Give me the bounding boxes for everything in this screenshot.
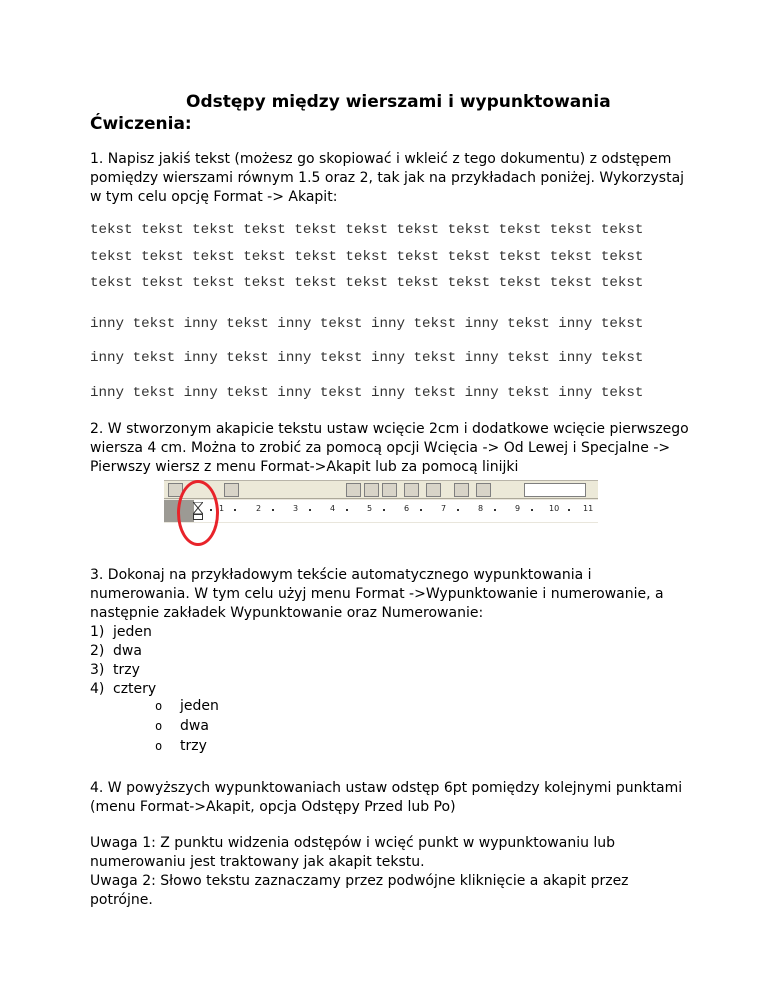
toolbar-icon [476,483,491,497]
ruler-mark: 7 [441,504,447,513]
ruler-tick [494,509,496,511]
list-number: 1) [90,624,105,640]
list-item-text: jeden [180,698,219,714]
toolbar-icon [224,483,239,497]
list-item-text: trzy [113,662,140,678]
ruler-mark: 2 [256,504,262,513]
ruler-mark: 10 [549,504,560,513]
task-1-text: 1. Napisz jakiś tekst (możesz go skopiować i wkleić z tego dokumentu) z odstępem pomiędzy wierszami równym 1.5 oraz 2, tak jak na przykładach poniżej. Wykorzystaj w tym celu opcję Format -> Akapit: [90,151,685,205]
ruler-mark: 6 [404,504,410,513]
document-title: Odstępy między wierszami i wypunktowania [186,92,611,112]
note-1-text: Uwaga 1: Z punktu widzenia odstępów i wcięć punkt w wypunktowaniu lub numerowaniu jest traktowany jak akapit tekstu. [90,835,616,870]
list-item-text: dwa [180,718,209,734]
task-4-text: 4. W powyższych wypunktowaniach ustaw odstęp 6pt pomiędzy kolejnymi punktami (menu Format->Akapit, opcja Odstępy Przed lub Po) [90,780,683,815]
list-item-text: trzy [180,738,207,754]
toolbar-icon [404,483,419,497]
exercises-heading: Ćwiczenia: [90,114,192,134]
task-2-text: 2. W stworzonym akapicie tekstu ustaw wcięcie 2cm i dodatkowe wcięcie pierwszego wiersza 4 cm. Można to zrobić za pomocą opcji Wcięcia -> Od Lewej i Specjalne -> Pierwszy wiersz z menu Format->Akapit lub za pomocą linijki [90,421,689,475]
ruler-tick [383,509,385,511]
ruler-tick [457,509,459,511]
bullet-icon: o [155,719,163,733]
list-item-text: cztery [113,681,157,697]
ruler-tick [272,509,274,511]
toolbar-icon [346,483,361,497]
list-number: 4) [90,681,105,697]
ruler-strip [164,500,598,522]
ruler-tick [234,509,236,511]
bullet-icon: o [155,699,163,713]
sample-line-15-3: tekst tekst tekst tekst tekst tekst tekst tekst tekst tekst tekst [90,275,644,291]
ruler-tick [531,509,533,511]
ruler-tick [346,509,348,511]
highlight-circle [177,480,219,546]
ruler-mark: 1 [219,504,225,513]
note-2-text: Uwaga 2: Słowo tekstu zaznaczamy przez podwójne kliknięcie a akapit przez potrójne. [90,873,629,908]
ruler-mark: 11 [583,504,594,513]
zoom-box [524,483,586,497]
sample-line-2-1: inny tekst inny tekst inny tekst inny tekst inny tekst inny tekst [90,316,644,332]
sample-line-2-2: inny tekst inny tekst inny tekst inny tekst inny tekst inny tekst [90,350,644,366]
ruler-mark: 9 [515,504,521,513]
bullet-icon: o [155,739,163,753]
ruler-mark: 4 [330,504,336,513]
toolbar-icon [364,483,379,497]
ruler-tick [420,509,422,511]
sample-line-15-2: tekst tekst tekst tekst tekst tekst tekst tekst tekst tekst tekst [90,249,644,265]
ruler-tick [309,509,311,511]
ruler-tick [568,509,570,511]
task-3-text: 3. Dokonaj na przykładowym tekście automatycznego wypunktowania i numerowania. W tym celu użyj menu Format ->Wypunktowanie i numerowanie, a następnie zakładek Wypunktowanie oraz Numerowanie: [90,567,664,621]
ruler-mark: 5 [367,504,373,513]
sample-line-15-1: tekst tekst tekst tekst tekst tekst tekst tekst tekst tekst tekst [90,222,644,238]
list-item-text: dwa [113,643,142,659]
list-number: 3) [90,662,105,678]
ruler-mark: 8 [478,504,484,513]
toolbar-icon [426,483,441,497]
list-item-text: jeden [113,624,152,640]
ruler-mark: 3 [293,504,299,513]
toolbar-strip [164,481,598,499]
toolbar-icon [382,483,397,497]
ruler-screenshot [164,480,598,523]
list-number: 2) [90,643,105,659]
sample-line-2-3: inny tekst inny tekst inny tekst inny tekst inny tekst inny tekst [90,385,644,401]
toolbar-icon [454,483,469,497]
